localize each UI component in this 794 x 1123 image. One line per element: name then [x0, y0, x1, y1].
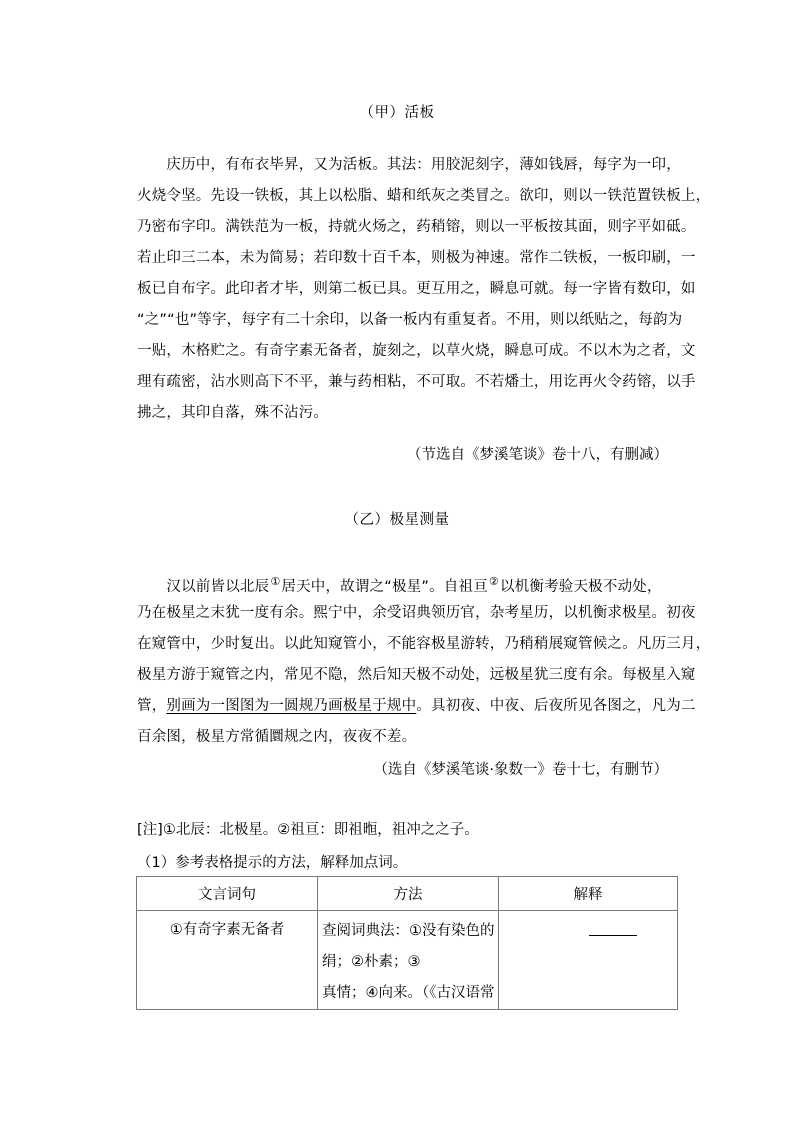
footnote-marker-1: ① [270, 575, 281, 588]
passage-b-line1-text: 以机衡考验天极不动处， [499, 579, 662, 595]
passage-a-line: 一贴，木格贮之。有奇字素无备者，旋刻之，以草火烧，瞬息可成。不以木为之者，文 [137, 343, 696, 359]
passage-a-line: 若止印三二本，未为简易；若印数十百千本，则极为神速。常作二铁板，一板印刷，一 [137, 250, 696, 266]
passage-a-line: 拂之，其印自落，殊不沾污。 [137, 405, 329, 421]
passage-b-title: （乙）极星测量 [344, 512, 450, 528]
method-text [318, 911, 498, 1009]
passage-b-line [137, 694, 696, 718]
footnote: [注]①北辰：北极星。②祖亘：即祖暅，祖冲之之子。 [137, 822, 479, 838]
passage-a-line: 庆历中，有布衣毕昇，又为活板。其法：用胶泥刻字，薄如钱唇，每字为一印， [137, 157, 681, 173]
answer-blank[interactable] [589, 935, 637, 936]
table-header-explanation: 解释 [499, 877, 678, 911]
passage-a-line: 乃密布字印。满铁范为一板，持就火炀之，药稍镕，则以一平板按其面，则字平如砥。 [137, 219, 696, 235]
method-line: 查阅词典法：①没有染色的 [322, 923, 495, 939]
underlined-sentence: 别画为一图图为一圆规乃画极星于规中 [166, 698, 417, 714]
table-cell-phrase [137, 911, 318, 1010]
method-line: 真情；④向来。（《古汉语常 [322, 985, 495, 1001]
table-header-row [137, 877, 678, 911]
passage-b-line: 在窥管中，少时复出。以此知窥管小，不能容极星游转，乃稍稍展窥管候之。凡历三月， [137, 636, 711, 652]
question-1: （1）参考表格提示的方法，解释加点词。 [137, 855, 408, 871]
answer-table [136, 876, 678, 1010]
passage-b-line1-text: 居天中，故谓之“极星”。自祖亘 [281, 579, 488, 595]
table-cell-method [318, 911, 499, 1010]
passage-b-line: 极星方游于窥管之内，常见不隐，然后知天极不动处，远极星犹三度有余。每极星入窥 [137, 667, 696, 683]
phrase-text: ①有奇字素无备者 [169, 922, 285, 938]
passage-b-line5-text: 管， [137, 698, 167, 714]
footnote-marker-2: ② [488, 575, 499, 588]
passage-b-source: （选自《梦溪笔谈·象数一》卷十七，有删节） [373, 762, 668, 778]
passage-a-line: 理有疏密，沾水则高下不平，兼与药相粘，不可取。不若燔土，用讫再火令药镕，以手 [137, 374, 696, 390]
method-line: 绢；②朴素；③ [322, 954, 421, 970]
passage-b-line: 百余图，极星方常循圜规之内，夜夜不差。 [137, 729, 417, 745]
passage-b-line1-text: 汉以前皆以北辰 [137, 579, 270, 595]
passage-b-line [137, 570, 677, 594]
table-row [137, 911, 678, 1010]
passage-a-line: 火烧令坚。先设一铁板，其上以松脂、蜡和纸灰之类冒之。欲印，则以一铁范置铁板上， [137, 188, 711, 204]
passage-b-line: 乃在极星之末犹一度有余。熙宁中，余受诏典领历官，杂考星历，以机衡求极星。初夜 [137, 605, 696, 621]
table-cell-explanation [499, 911, 678, 1010]
passage-a-source: （节选自《梦溪笔谈》卷十八，有删减） [407, 447, 668, 463]
passage-b-line5-text: 。具初夜、中夜、后夜所见各图之，凡为二 [416, 698, 696, 714]
table-header-phrase: 文言词句 [137, 877, 318, 911]
passage-a-title: （甲）活板 [359, 105, 435, 121]
table-header-method: 方法 [318, 877, 499, 911]
passage-a-line: “之”“也”等字，每字有二十余印，以备一板内有重复者。不用，则以纸贴之，每韵为 [137, 312, 683, 328]
passage-a-line: 板已自布字。此印者才毕，则第二板已具。更互用之，瞬息可就。每一字皆有数印，如 [137, 281, 696, 297]
